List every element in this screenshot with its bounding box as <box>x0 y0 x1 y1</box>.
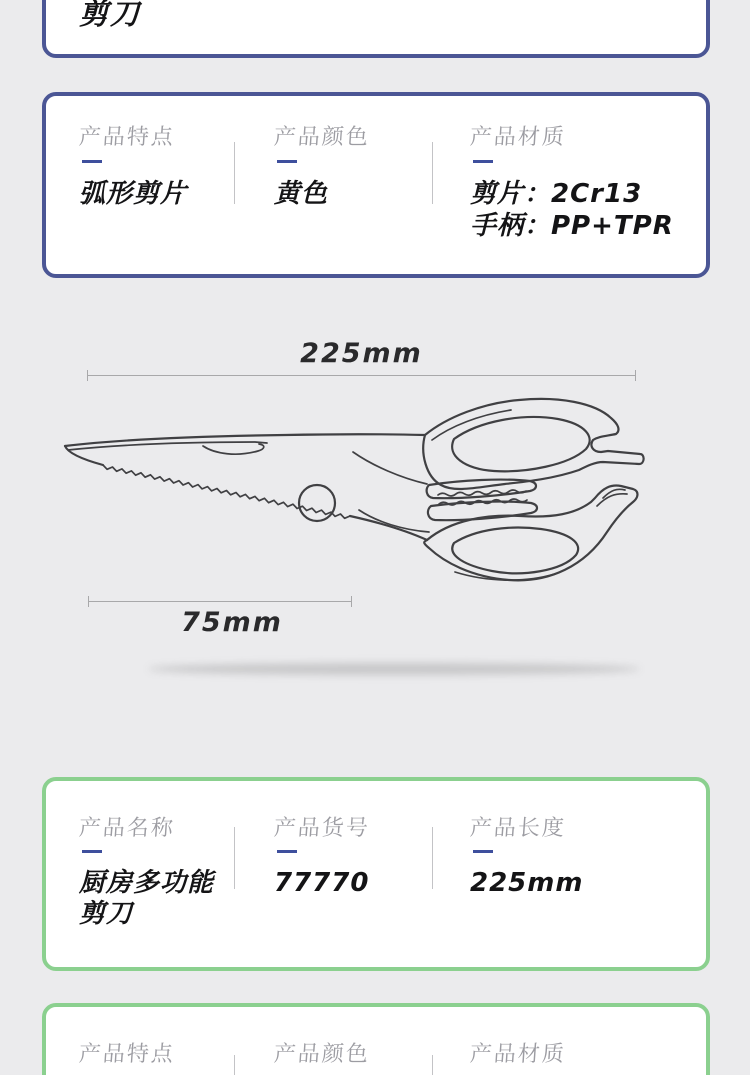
accent-dash <box>473 160 493 163</box>
column-divider <box>432 142 433 204</box>
scissors-shadow <box>148 663 640 675</box>
spec-label-name: 产品名称 <box>77 816 176 841</box>
product-name-line2: 剪刀 <box>79 0 142 31</box>
material-handle: 手柄：PP+TPR <box>470 211 674 241</box>
dimension-bar <box>88 601 352 602</box>
dimension-tick <box>351 596 352 607</box>
accent-dash <box>82 850 102 853</box>
dimension-total-length-line <box>87 370 636 381</box>
spec-value-color: 黄色 <box>274 179 329 209</box>
material-blade: 剪片：2Cr13 <box>470 179 643 209</box>
spec-card-name-partial <box>42 0 710 58</box>
accent-dash <box>277 160 297 163</box>
dimension-blade-length-label: 75mm <box>181 607 283 638</box>
spec-label-material: 产品材质 <box>468 1042 567 1067</box>
spec-card-features <box>42 92 710 278</box>
spec-label-color: 产品颜色 <box>272 1042 371 1067</box>
column-divider <box>432 1055 433 1075</box>
dimension-blade-length-line <box>88 596 352 607</box>
spec-label-item-number: 产品货号 <box>272 816 371 841</box>
spec-value-length: 225mm <box>470 868 584 898</box>
dimension-tick <box>635 370 636 381</box>
spec-value-material <box>470 178 674 242</box>
spec-value-feature: 弧形剪片 <box>79 179 188 209</box>
dimension-bar <box>87 375 636 376</box>
spec-card-name <box>42 777 710 971</box>
spec-label-feature: 产品特点 <box>77 125 176 150</box>
column-divider <box>432 827 433 889</box>
accent-dash <box>277 850 297 853</box>
spec-label-feature: 产品特点 <box>77 1042 176 1067</box>
product-name-line1: 厨房多功能 <box>79 868 215 898</box>
spec-label-length: 产品长度 <box>468 816 567 841</box>
spec-label-color: 产品颜色 <box>272 125 371 150</box>
dimension-total-length-label: 225mm <box>300 338 423 369</box>
column-divider <box>234 1055 235 1075</box>
spec-value-item-number: 77770 <box>274 868 370 898</box>
product-name-line2: 剪刀 <box>79 899 134 929</box>
spec-card-features-partial <box>42 1003 710 1075</box>
spec-label-material: 产品材质 <box>468 125 567 150</box>
accent-dash <box>473 850 493 853</box>
scissors-line-drawing <box>55 390 655 600</box>
column-divider <box>234 142 235 204</box>
accent-dash <box>82 160 102 163</box>
column-divider <box>234 827 235 889</box>
spec-value-name <box>79 868 214 930</box>
